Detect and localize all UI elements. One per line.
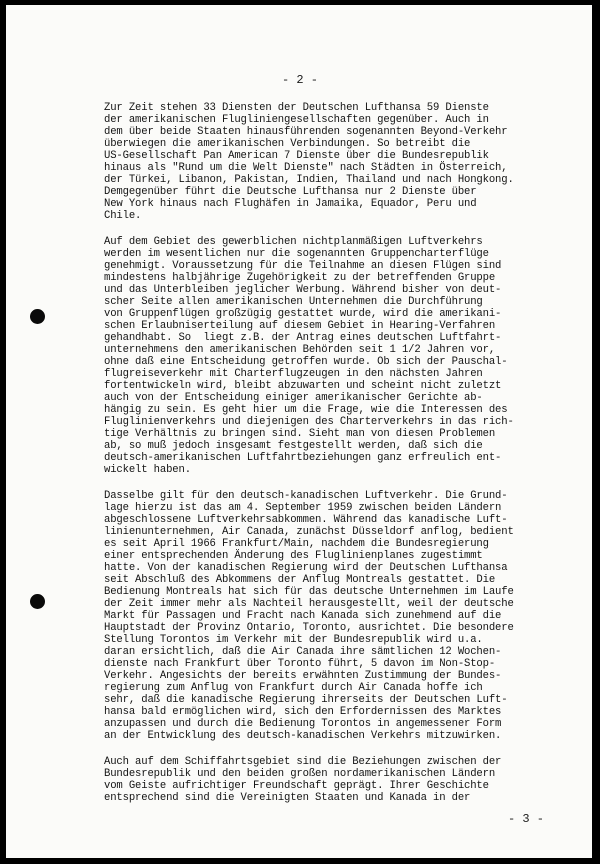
text-line: Hauptstadt der Provinz Ontario, Toronto, ausrichtet. Die besondere — [104, 622, 514, 634]
text-line: ohne daß eine Entscheidung getroffen wurde. Ob sich der Pauschal- — [104, 356, 508, 368]
text-line: seit Abschluß des Abkommens der Anflug Montreals gestattet. Die — [104, 574, 496, 586]
scan-border-left — [0, 0, 6, 864]
next-page-marker: - 3 - — [507, 812, 544, 826]
paragraph — [104, 490, 558, 742]
text-line: unternehmens den amerikanischen Behörden seit 1 1/2 Jahren vor, — [104, 344, 496, 356]
text-line: Auf dem Gebiet des gewerblichen nichtplanmäßigen Luftverkehrs — [104, 236, 483, 248]
text-line: Bundesrepublik und den beiden großen nordamerikanischen Ländern — [104, 768, 496, 780]
text-line: US-Gesellschaft Pan American 7 Dienste über die Bundesrepublik — [104, 150, 489, 162]
paragraph — [104, 236, 558, 476]
text-line: der Türkei, Libanon, Pakistan, Indien, Thailand und nach Hongkong. — [104, 174, 514, 186]
text-line: abgeschlossene Luftverkehrsabkommen. Während das kanadische Luft- — [104, 514, 508, 526]
text-line: es seit April 1966 Frankfurt/Main, nachdem die Bundesregierung — [104, 538, 489, 550]
text-line: scher Seite allen amerikanischen Unternehmen die Durchführung — [104, 296, 483, 308]
text-line: dem über beide Staaten hinausführenden sogenannten Beyond-Verkehr — [104, 126, 508, 138]
text-line: mindestens halbjährige Zugehörigkeit zu der betreffenden Gruppe — [104, 272, 496, 284]
text-line: Stellung Torontos im Verkehr mit der Bundesrepublik wird u.a. — [104, 634, 483, 646]
text-line: lage hierzu ist das am 4. September 1959 zwischen beiden Ländern — [104, 502, 502, 514]
text-line: an der Entwicklung des deutsch-kanadischen Verkehrs mitzuwirken. — [104, 730, 502, 742]
text-line: Zur Zeit stehen 33 Diensten der Deutschen Lufthansa 59 Dienste — [104, 102, 489, 114]
text-line: schen Erlaubniserteilung auf diesem Gebiet in Hearing-Verfahren — [104, 320, 496, 332]
text-line: flugreiseverkehr mit Charterflugzeugen in den nächsten Jahren — [104, 368, 483, 380]
text-line: tige Verhältnis zu bringen sind. Sieht man von diesen Problemen — [104, 428, 496, 440]
text-line: dienste nach Frankfurt über Toronto führt, 5 davon im Non-Stop- — [104, 658, 496, 670]
text-line: hängig zu sein. Es geht hier um die Frage, wie die Interessen des — [104, 404, 508, 416]
text-line: Markt für Passagen und Fracht nach Kanada sich zunehmend auf die — [104, 610, 502, 622]
text-line: Auch auf dem Schiffahrtsgebiet sind die Beziehungen zwischen der — [104, 756, 502, 768]
text-line: daran ersichtlich, daß die Air Canada ihre sämtlichen 12 Wochen- — [104, 646, 502, 658]
text-line: vom Geiste aufrichtiger Freundschaft geprägt. Ihrer Geschichte — [104, 780, 489, 792]
text-line: hansa bald ermöglichen wird, sich den Erfordernissen des Marktes — [104, 706, 502, 718]
text-line: von Gruppenflügen großzügig gestattet wurde, wird die amerikani- — [104, 308, 502, 320]
text-line: Fluglinienverkehrs und diejenigen des Charterverkehrs in das rich- — [104, 416, 514, 428]
text-line: New York hinaus nach Flughäfen in Jamaika, Equador, Peru und — [104, 198, 477, 210]
text-line: wickelt haben. — [104, 464, 191, 476]
body-text — [104, 102, 558, 818]
text-line: fortentwickeln wird, bleibt abzuwarten und scheint nicht zuletzt — [104, 380, 502, 392]
scan-border-right — [592, 0, 600, 864]
paragraph — [104, 756, 558, 804]
text-line: Dasselbe gilt für den deutsch-kanadischen Luftverkehr. Die Grund- — [104, 490, 508, 502]
text-line: hinaus als "Rund um die Welt Dienste" nach Städten in Österreich, — [104, 162, 508, 174]
page-number: - 2 - — [281, 73, 318, 87]
scan-border-top — [0, 0, 600, 5]
punch-hole — [30, 309, 45, 324]
text-line: Bedienung Montreals hat sich für das deutsche Unternehmen im Laufe — [104, 586, 514, 598]
text-line: gehandhabt. So liegt z.B. der Antrag eines deutschen Luftfahrt- — [104, 332, 502, 344]
scan-border-bottom — [0, 858, 600, 864]
text-line: und das Unterbleiben jeglicher Werbung. Während bisher von deut- — [104, 284, 502, 296]
text-line: einer entsprechenden Änderung des Fluglinienplanes zugestimmt — [104, 550, 483, 562]
text-line: Chile. — [104, 210, 142, 222]
punch-hole — [30, 594, 45, 609]
text-line: der amerikanischen Flugliniengesellschaften gegenüber. Auch in — [104, 114, 489, 126]
text-line: genehmigt. Voraussetzung für die Teilnahme an diesen Flügen sind — [104, 260, 502, 272]
text-line: sehr, daß die kanadische Regierung ihrerseits der Deutschen Luft- — [104, 694, 508, 706]
text-line: linienunternehmen, Air Canada, zunächst Düsseldorf anflog, bedient — [104, 526, 514, 538]
text-line: werden im wesentlichen nur die sogenannten Gruppencharterflüge — [104, 248, 489, 260]
paragraph — [104, 102, 558, 222]
text-line: anzupassen und durch die Bedienung Torontos in angemessener Form — [104, 718, 502, 730]
text-line: auch von der Entscheidung einiger amerikanischer Gerichte ab- — [104, 392, 483, 404]
text-line: Demgegenüber führt die Deutsche Lufthansa nur 2 Dienste über — [104, 186, 477, 198]
text-line: regierung zum Anflug von Frankfurt durch Air Canada hoffe ich — [104, 682, 483, 694]
text-line: überwiegen die amerikanischen Verbindungen. So betreibt die — [104, 138, 471, 150]
text-line: ab, so muß jedoch insgesamt festgestellt werden, daß sich die — [104, 440, 483, 452]
text-line: entsprechend sind die Vereinigten Staaten und Kanada in der — [104, 792, 471, 804]
text-line: deutsch-amerikanischen Luftfahrtbeziehungen ganz erfreulich ent- — [104, 452, 502, 464]
text-line: der Zeit immer mehr als Nachteil herausgestellt, weil der deutsche — [104, 598, 514, 610]
text-line: Verkehr. Angesichts der bereits erwähnten Zustimmung der Bundes- — [104, 670, 502, 682]
text-line: hatte. Von der kanadischen Regierung wird der Deutschen Lufthansa — [104, 562, 508, 574]
